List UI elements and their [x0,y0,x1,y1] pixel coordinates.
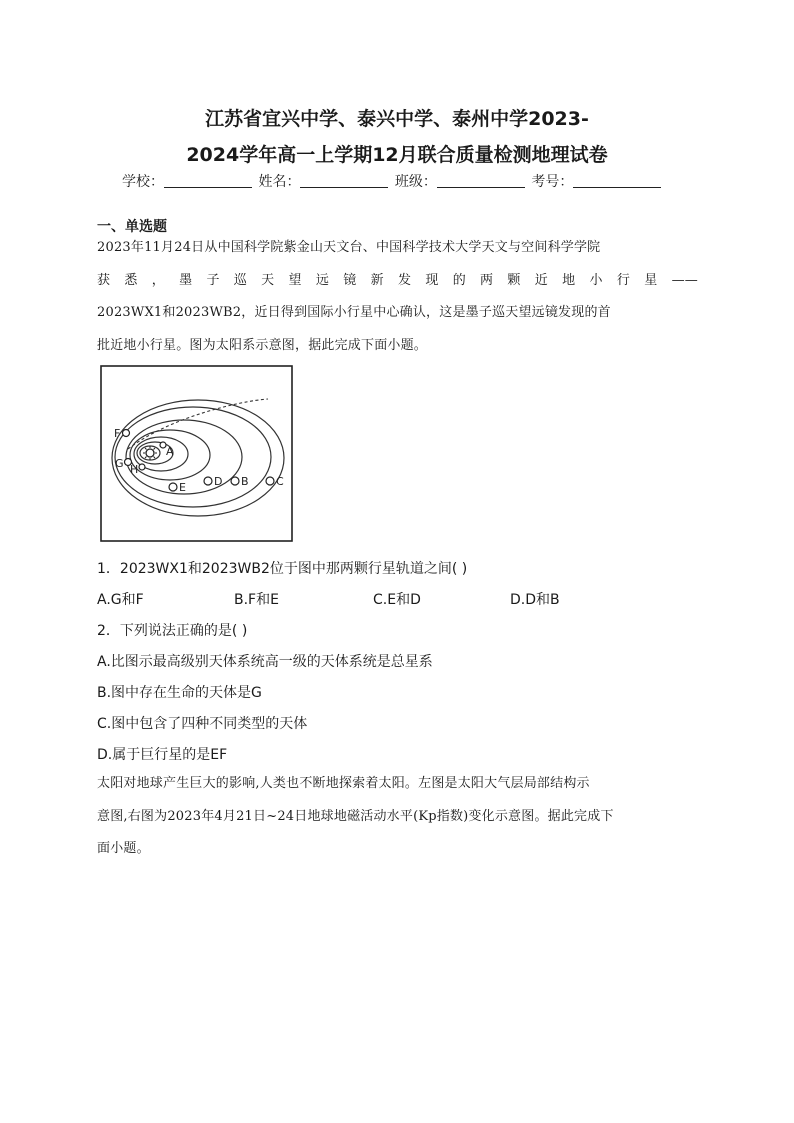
label-b: B [241,475,249,488]
document-title-line-1: 江苏省宜兴中学、泰兴中学、泰州中学2023- [205,108,589,130]
class-blank[interactable] [437,173,525,188]
label-c: C [276,475,284,488]
passage-1 [97,232,698,362]
passage-1-line: 获悉，墨子巡天望远镜新发现的两颗近地小行星—— [97,272,698,288]
passage-2-line: 意图,右图为2023年4月21日~24日地球地磁活动水平(Kp指数)变化示意图。据此完成下 [97,808,614,824]
label-d: D [214,475,223,488]
q1-option-b[interactable]: B.F和E [234,592,279,608]
passage-1-line: 2023年11月24日从中国科学院紫金山天文台、中国科学技术大学天文与空间科学学院 [97,240,601,255]
name-label: 姓名： [258,174,301,190]
question-1-stem: 1．2023WX1和2023WB2位于图中那两颗行星轨道之间( ) [97,561,468,577]
name-blank[interactable] [300,173,388,188]
solar-system-figure [100,365,293,542]
passage-1-line: 2023WX1和2023WB2，近日得到国际小行星中心确认，这是墨子巡天望远镜发现的首 [97,305,611,320]
exam-number-label: 考号： [531,174,574,190]
passage-2 [97,768,698,866]
section-heading: 一、单选题 [97,219,167,235]
label-h: H [130,463,139,476]
planet-d [204,477,212,485]
planet-f [123,430,130,437]
label-a: A [166,445,174,458]
label-g: G [115,457,124,470]
planet-c [266,477,274,485]
student-info-row [122,171,663,191]
school-blank[interactable] [164,173,252,188]
passage-2-line: 太阳对地球产生巨大的影响,人类也不断地探索着太阳。左图是太阳大气层局部结构示 [97,776,590,791]
planet-b [231,477,239,485]
planet-h [139,464,145,470]
q2-option-c[interactable]: C.图中包含了四种不同类型的天体 [97,716,308,732]
planet-e [169,483,177,491]
q1-option-d[interactable]: D.D和B [510,592,560,608]
exam-number-blank[interactable] [573,173,661,188]
q2-option-a[interactable]: A.比图示最高级别天体系统高一级的天体系统是总星系 [97,654,433,670]
class-label: 班级： [394,174,437,190]
q1-option-a[interactable]: A.G和F [97,592,144,608]
q1-option-c[interactable]: C.E和D [373,592,421,608]
school-label: 学校： [122,174,164,190]
document-title-line-2: 2024学年高一上学期12月联合质量检测地理试卷 [186,144,608,166]
passage-1-line: 批近地小行星。图为太阳系示意图，据此完成下面小题。 [97,337,428,353]
passage-2-line: 面小题。 [97,841,150,856]
question-2-stem: 2．下列说法正确的是( ) [97,623,248,639]
q2-option-d[interactable]: D.属于巨行星的是EF [97,747,228,763]
label-f: F [114,427,121,440]
q2-option-b[interactable]: B.图中存在生命的天体是G [97,685,262,701]
label-e: E [179,481,186,494]
